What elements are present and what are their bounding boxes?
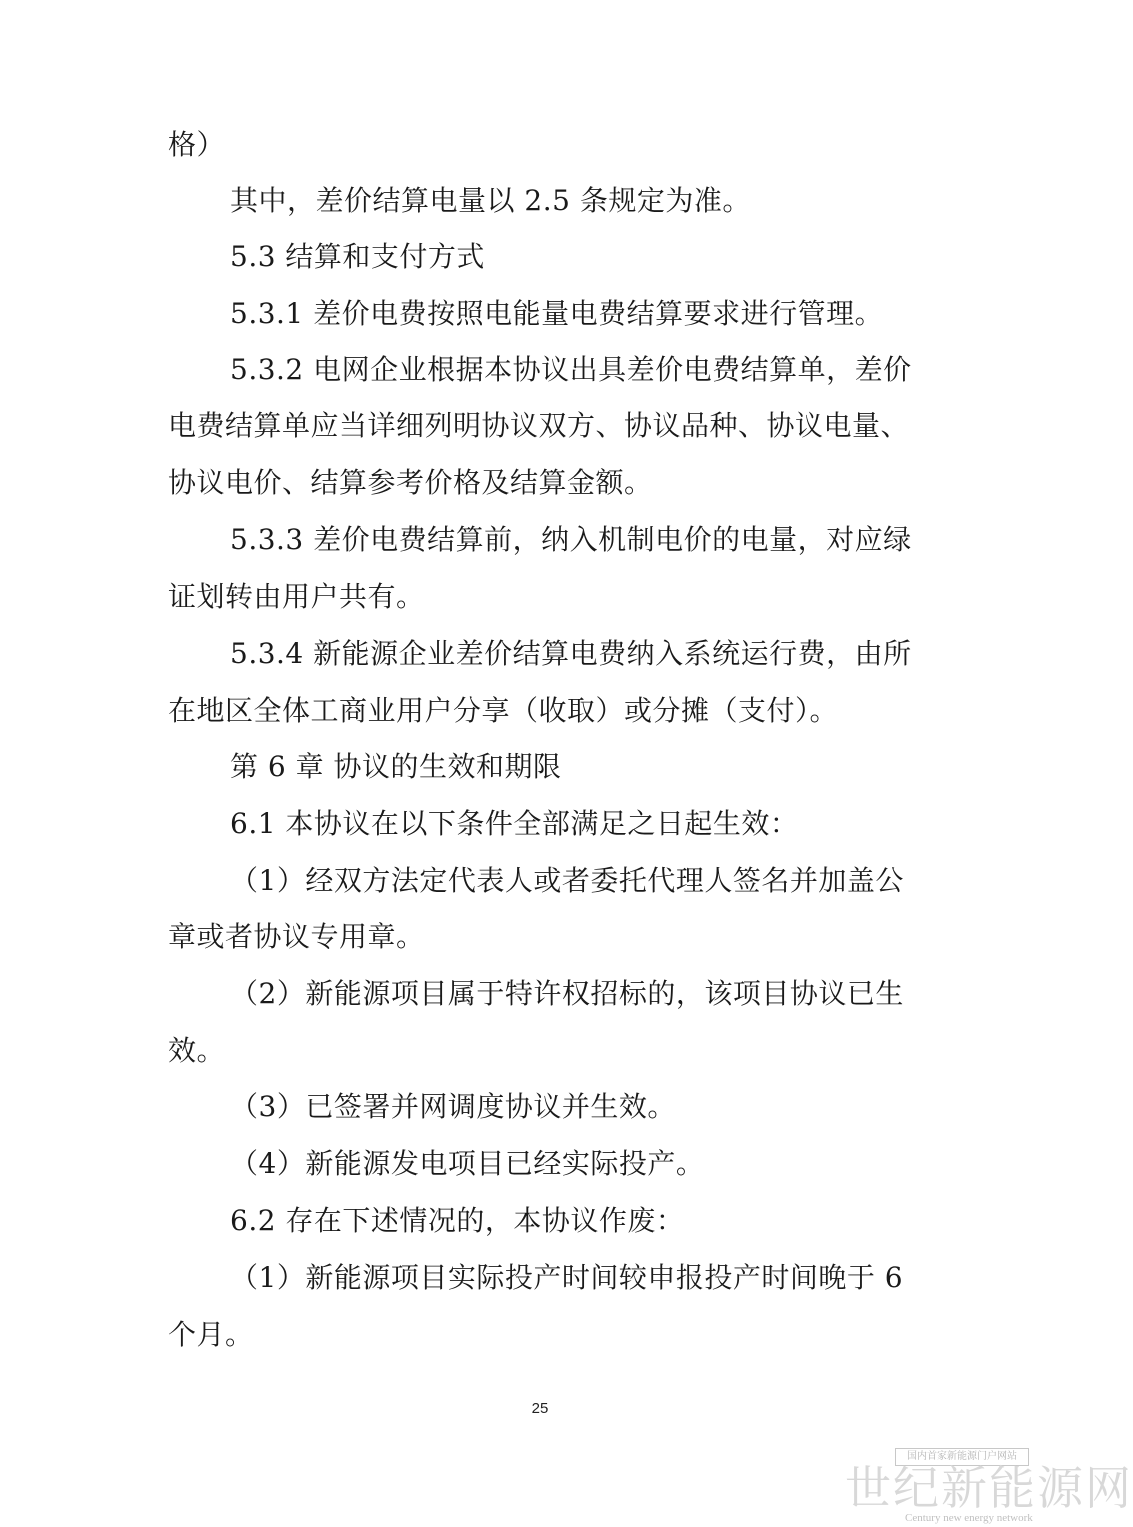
text-line: 个月。: [168, 1318, 254, 1351]
text-line: （4）新能源发电项目已经实际投产。: [230, 1147, 705, 1180]
text-line: （3）已签署并网调度协议并生效。: [230, 1090, 676, 1123]
text-line: 5.3.1 差价电费按照电能量电费结算要求进行管理。: [230, 297, 884, 330]
page-number: 25: [531, 1400, 549, 1417]
text-line: 6.2 存在下述情况的，本协议作废：: [230, 1204, 685, 1237]
watermark-banner: 国内首家新能源门户网站: [895, 1448, 1029, 1466]
text-line: 5.3.4 新能源企业差价结算电费纳入系统运行费，由所: [230, 637, 912, 670]
section-heading: 5.3 结算和支付方式: [230, 240, 485, 273]
text-line: 5.3.2 电网企业根据本协议出具差价电费结算单，差价: [230, 353, 912, 386]
watermark-logo: 世纪新能源网: [845, 1461, 1133, 1515]
text-line: 章或者协议专用章。: [168, 920, 425, 953]
chapter-heading: 第 6 章 协议的生效和期限: [230, 750, 562, 783]
text-line: 效。: [168, 1034, 226, 1067]
text-line: 电费结算单应当详细列明协议双方、协议品种、协议电量、: [168, 409, 910, 442]
text-line: 在地区全体工商业用户分享（收取）或分摊（支付）。: [168, 694, 839, 727]
watermark-english: Century new energy network: [905, 1512, 1033, 1524]
text-line: （1）经双方法定代表人或者委托代理人签名并加盖公: [230, 864, 904, 897]
text-line: 格）: [168, 128, 226, 161]
text-line: 协议电价、结算参考价格及结算金额。: [168, 466, 653, 499]
text-line: （1）新能源项目实际投产时间较申报投产时间晚于 6: [230, 1261, 904, 1294]
text-line: （2）新能源项目属于特许权招标的，该项目协议已生: [230, 977, 904, 1010]
text-line: 6.1 本协议在以下条件全部满足之日起生效：: [230, 807, 799, 840]
text-line: 其中，差价结算电量以 2.5 条规定为准。: [230, 184, 751, 217]
text-line: 5.3.3 差价电费结算前，纳入机制电价的电量，对应绿: [230, 523, 912, 556]
text-line: 证划转由用户共有。: [168, 580, 425, 613]
